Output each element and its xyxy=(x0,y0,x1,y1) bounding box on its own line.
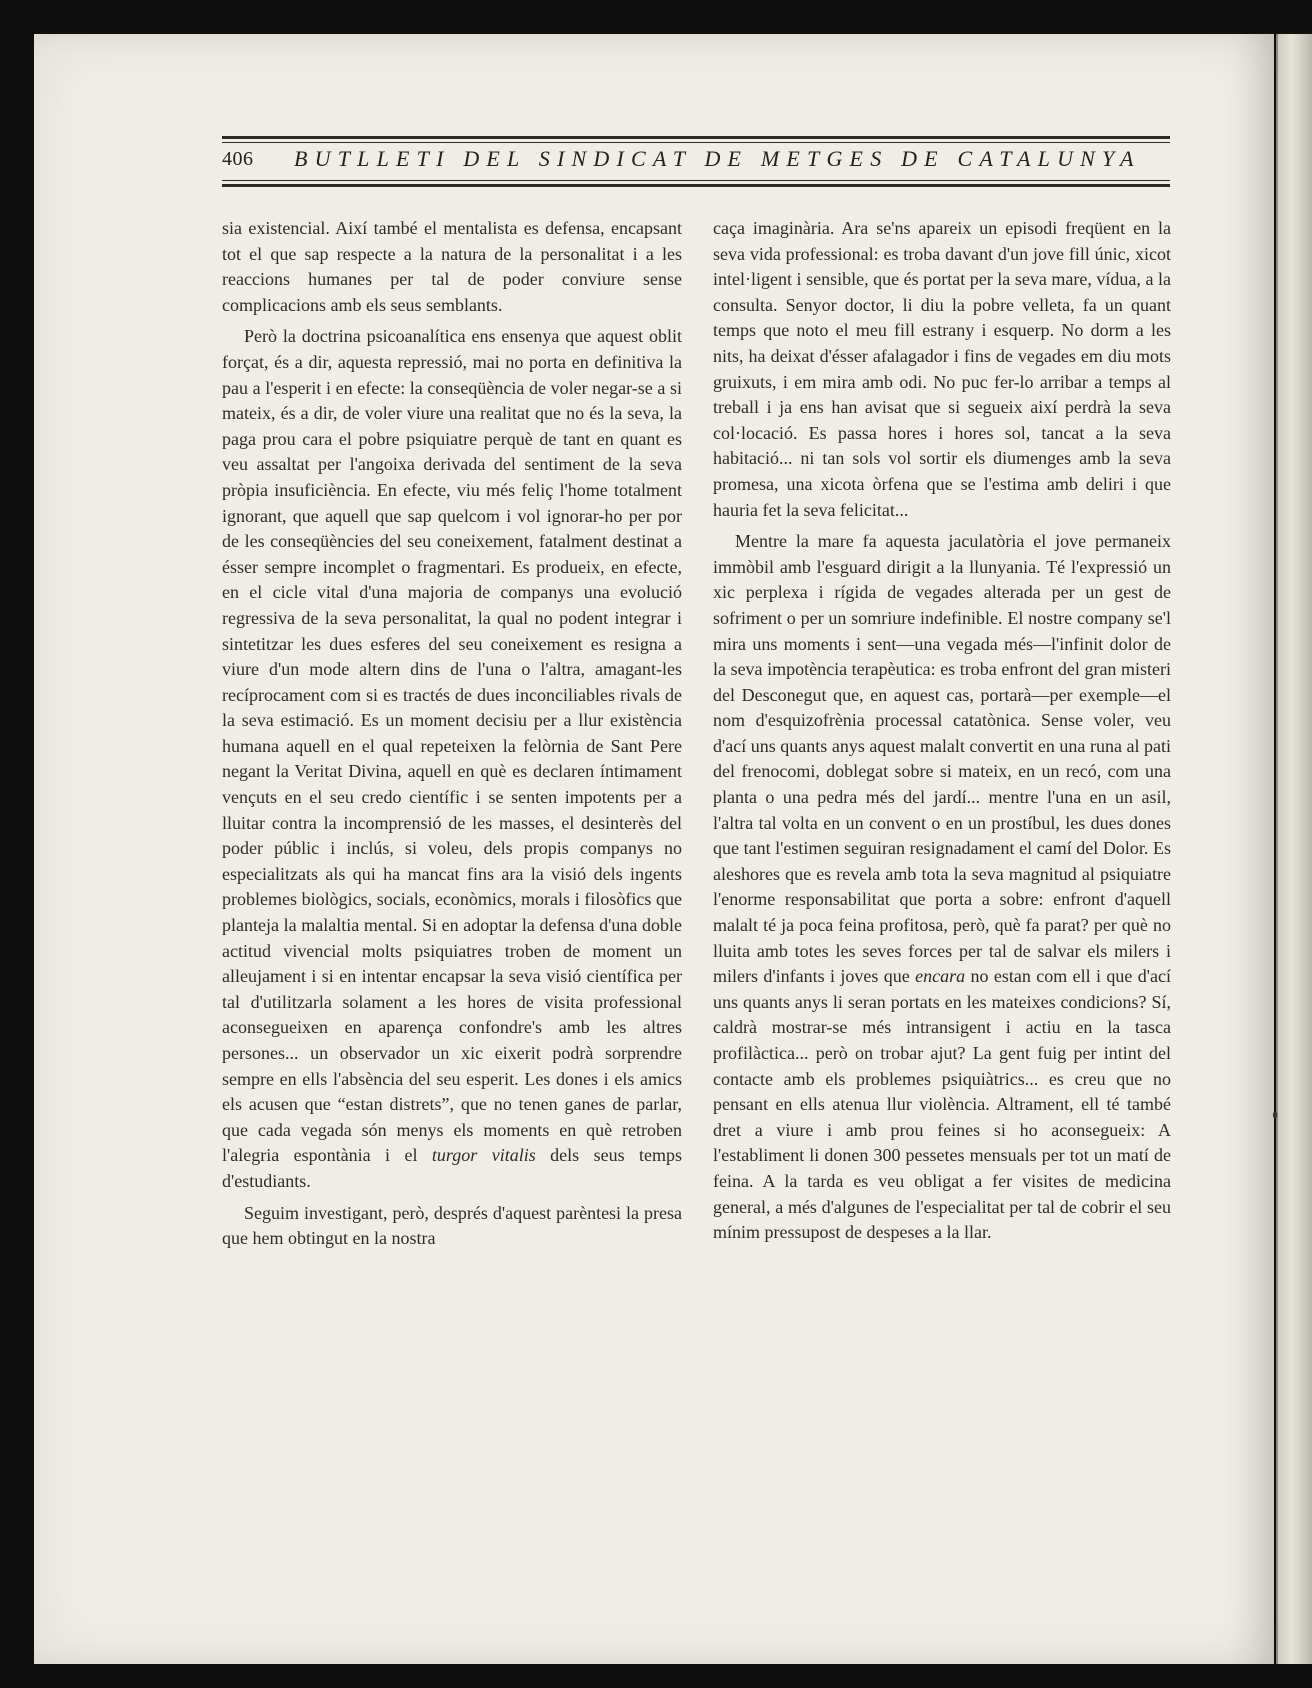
header-rule xyxy=(222,180,1170,181)
page-header xyxy=(222,130,1170,190)
paragraph-text: dels seus temps d'estudiants. xyxy=(222,1145,682,1191)
paragraph xyxy=(713,529,1171,1246)
page-number: 406 xyxy=(222,148,254,170)
header-rule xyxy=(222,142,1170,143)
italic-term: encara xyxy=(915,966,966,987)
page-edge xyxy=(1276,34,1312,1664)
paragraph: Seguim investigant, però, després d'aquest parèntesi la presa que hem obtingut en la nostra xyxy=(222,1202,682,1249)
header-rule xyxy=(222,184,1170,187)
paragraph-text: Mentre la mare fa aquesta jaculatòria el jove permaneix immòbil amb l'esguard dirigit a la llunyania. Té l'expressió un xic perplexa i rígida de vegades alterada per un gest de sofriment o per un somriure indefinible. El nostre company se'l mira uns moments i sent—una vegada més—l'infinit dolor de la seva impotència terapèutica: es troba enfront del gran misteri del Desconegut que, en aquest cas, portarà—per exemple—el nom d'esquizofrènia processal catatònica. Sense voler, veu d'ací uns quants anys aquest malalt convertit en una runa al pati del frenocomi, doblegat sobre si mateix, en un recó, com una planta o una pedra més del jardí... mentre l'una en un asil, l'altra tal volta en un convent o en un prostíbul, les dues dones que tant l'estimen seguiran resignadament el camí del Dolor. Es aleshores que es revela amb tota la seva magnitud al psiquiatre l'enorme responsabilitat que porta a sobre: enfront d'aquell malalt té ja poca feina profitosa, però, què fa parat? per què no lluita amb totes les seves forces per tal de salvar els milers i milers d'infants i joves que xyxy=(713,531,1171,987)
running-title: BUTLLETI DEL SINDICAT DE METGES DE CATALUNYA xyxy=(294,146,1141,171)
paragraph: sia existencial. Així també el mentalista es defensa, encapsant tot el que sap respecte a la natura de la personalitat i a les reaccions humanes per tal de poder conviure sense complicacions amb els seus semblants. xyxy=(222,218,682,315)
italic-term: turgor vitalis xyxy=(431,1145,536,1166)
ink-speck xyxy=(1273,1112,1277,1118)
paragraph xyxy=(222,324,682,1194)
left-column xyxy=(222,216,682,1252)
paragraph-text: no estan com ell i que d'ací uns quants anys li seran portats en les mateixes condicions? Sí, caldrà mostrar-se més intransigent i actiu en la tasca profilàctica... però on trobar ajut? La gent fuig per intint del contacte amb els problemes psiquiàtrics... es creu que no pensant en ells atenua llur violència. Altrament, ell té també dret a viure i amb prou feines si ho aconsegueix: A l'establiment li donen 300 pessetes mensuals per tot un matí de feina. A la tarda es veu obligat a fer visites de medicina general, a més d'algunes de l'especialitat per tal de cobrir el seu mínim pressupost de despeses a la llar. xyxy=(713,966,1171,1243)
header-rule xyxy=(222,136,1170,139)
right-column xyxy=(713,216,1171,1246)
paragraph: caça imaginària. Ara se'ns apareix un episodi freqüent en la seva vida professional: es troba davant d'un jove fill únic, xicot intel·ligent i sensible, que és portat per la seva mare, vídua, a la consulta. Senyor doctor, li diu la pobre velleta, fa un quant temps que noto el meu fill estrany i esquerp. No dorm a les nits, ha deixat d'ésser afalagador i fins de vegades em diu mots gruixuts, i em mira amb odi. No puc fer-lo arribar a temps al treball i ja ens han avisat que si segueix així perdrà la seva col·locació. Es passa hores i hores sol, tancat a la seva habitació... ni tan sols vol sortir els diumenges amb la seva promesa, una xicota òrfena que se l'estima amb deliri i que hauria fet la seva felicitat... xyxy=(713,218,1171,520)
paragraph-text: Però la doctrina psicoanalítica ens ensenya que aquest oblit forçat, és a dir, aquesta repressió, mai no porta en definitiva la pau a l'esperit i en efecte: la conseqüència de voler negar-se a si mateix, és a dir, de voler viure una realitat que no és la seva, la paga prou cara el pobre psiquiatre perquè de tant en quant es veu assaltat per l'angoixa derivada del sentiment de la seva pròpia insuficiència. En efecte, viu més feliç l'home totalment ignorant, que aquell que sap quelcom i vol ignorar-ho per por de les conseqüències del seu coneixement, fatalment destinat a ésser sempre incomplet o fragmentari. Es produeix, en efecte, en el cicle vital d'una majoria de companys una evolució regressiva de la seva personalitat, la qual no podent integrar i sintetitzar les dues esferes del seu coneixement es resigna a viure d'un mode altern dins de l'una o l'altra, amagant-les recíprocament com si es tractés de dues inconciliables rivals de la seva estimació. Es un moment decisiu per a llur existència humana aquell en el qual repeteixen la felòrnia de Sant Pere negant la Veritat Divina, aquell en què es declaren íntimament vençuts en el seu credo científic i se senten impotents per a lluitar contra la incomprensió de les masses, el desinterès del poder públic i inclús, si voleu, dels propis companys no especialitzats als qui ha mancat fins ara la visió dels ingents problemes biològics, socials, econòmics, morals i filosòfics que planteja la malaltia mental. Si en adoptar la defensa d'una doble actitud vivencial molts psiquiatres troben de moment un alleujament i si en intentar encapsar la seva visió científica per tal d'utilitzarla solament a les hores de visita professional aconsegueixen en aparença confondre's amb les altres persones... un observador un xic eixerit podrà sorprendre sempre en ells l'absència del seu esperit. Les dones i els amics els acusen que “estan distrets”, que no tenen ganes de parlar, que cada vegada són menys els moments en què retroben l'alegria espontània i el xyxy=(222,326,682,1166)
